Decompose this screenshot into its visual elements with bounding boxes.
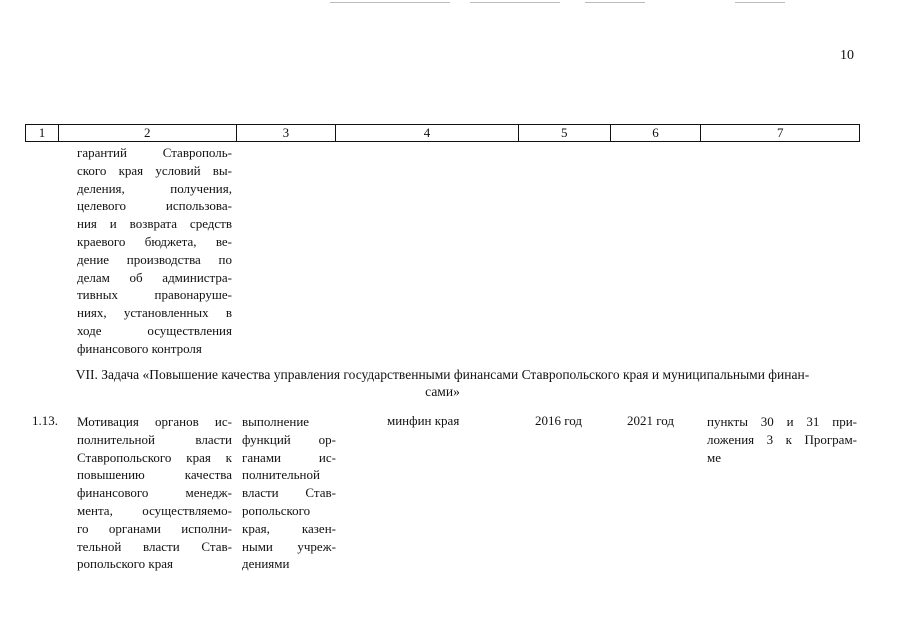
text-line: дение производства по [77, 251, 232, 267]
text-line: тивных правонаруше- [77, 287, 232, 303]
note-cell [707, 413, 857, 466]
scan-artifact-line [735, 2, 785, 3]
text-line: края, казен- [242, 520, 336, 536]
header-cell-3: 3 [237, 125, 337, 141]
text-line: целевого использова- [77, 198, 232, 214]
text-line: Мотивация органов ис- [77, 414, 232, 429]
text-line: мента, осуществляемо- [77, 502, 232, 518]
text-line: ными учреж- [242, 538, 336, 554]
scan-artifact-line [470, 2, 560, 3]
text-line: ропольского края [77, 556, 173, 572]
header-cell-2: 2 [59, 125, 237, 141]
header-cell-1: 1 [26, 125, 59, 141]
text-line: ме [707, 449, 721, 465]
text-line: Ставропольского края к [77, 449, 232, 465]
text-line: ложения 3 к Програм- [707, 431, 857, 447]
measure-cell [77, 413, 232, 573]
text-line: пункты 30 и 31 при- [707, 414, 857, 429]
text-line: финансового контроля [77, 340, 202, 356]
scan-artifact-line [585, 2, 645, 3]
scan-artifact-line [330, 2, 450, 3]
header-cell-6: 6 [611, 125, 702, 141]
text-line: повышению качества [77, 467, 232, 483]
text-line: гарантий Ставрополь- [77, 145, 232, 160]
text-line: ходе осуществления [77, 322, 232, 338]
header-cell-4: 4 [336, 125, 519, 141]
text-line: тельной власти Став- [77, 538, 232, 554]
row-number: 1.13. [32, 413, 58, 428]
text-line: го органами исполни- [77, 520, 232, 536]
text-line: дениями [242, 556, 290, 572]
text-line: ния и возврата средств [77, 216, 232, 232]
section-heading-line: сами» [425, 384, 460, 399]
text-line: деления, получения, [77, 180, 232, 196]
header-cell-5: 5 [519, 125, 611, 141]
start-year-cell: 2016 год [535, 413, 582, 428]
page-number: 10 [840, 48, 854, 63]
section-heading-line: VII. Задача «Повышение качества управления государственными финансами Ставропольского края и муниципальными финан- [75, 367, 810, 382]
executor-cell: минфин края [387, 413, 460, 428]
end-year-cell: 2021 год [627, 413, 674, 428]
indicator-cell [242, 413, 336, 573]
text-line: краевого бюджета, ве- [77, 233, 232, 249]
continuation-cell-text [77, 144, 232, 358]
text-line: ропольского [242, 502, 311, 518]
text-line: ганами ис- [242, 449, 336, 465]
text-line: власти Став- [242, 485, 336, 501]
header-cell-7: 7 [776, 125, 784, 140]
text-line: финансового менедж- [77, 485, 232, 501]
text-line: делам об администра- [77, 269, 232, 285]
text-line: полнительной [242, 467, 320, 483]
text-line: выполнение [242, 414, 310, 429]
text-line: функций ор- [242, 431, 336, 447]
text-line: ниях, установленных в [77, 305, 232, 321]
text-line: полнительной власти [77, 431, 232, 447]
table-header-row [25, 124, 860, 142]
text-line: ского края условий вы- [77, 162, 232, 178]
section-heading [25, 366, 860, 400]
